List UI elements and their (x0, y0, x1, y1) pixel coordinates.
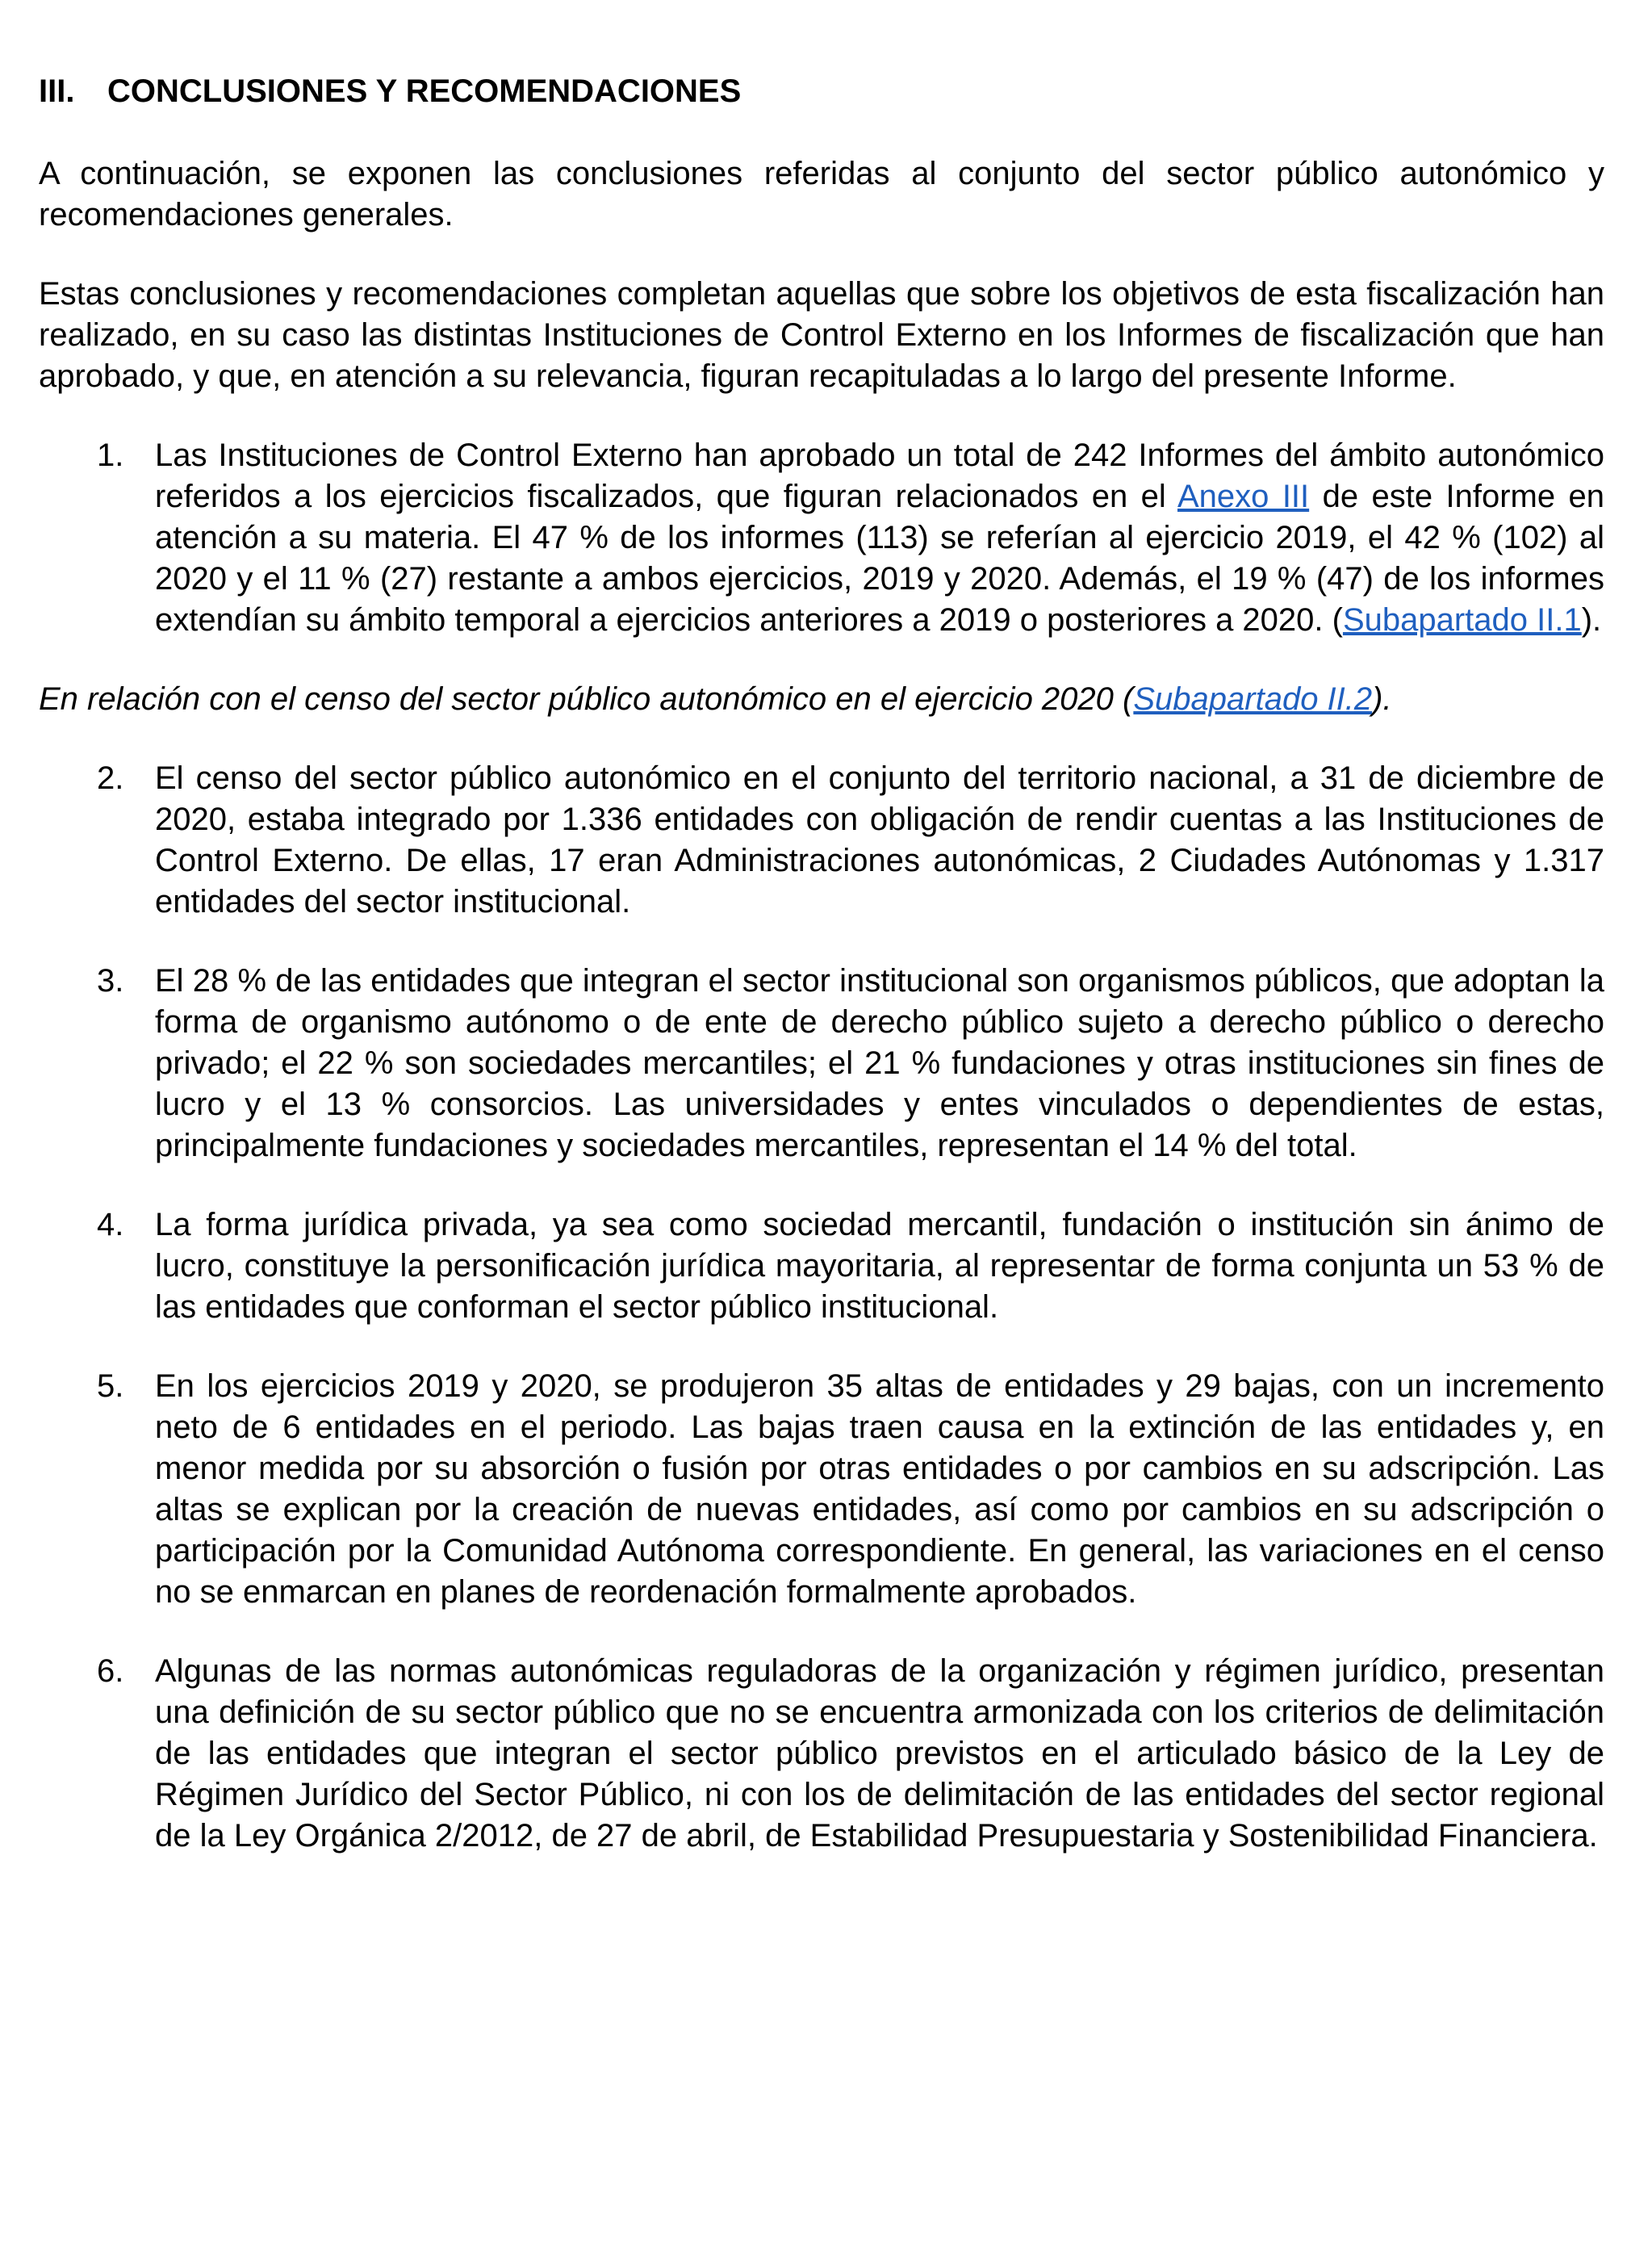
conclusion-item-5 (39, 1366, 1604, 1613)
item-number: 6. (97, 1653, 124, 1689)
item-number: 5. (97, 1368, 124, 1404)
anexo-iii-link[interactable]: Anexo III (1177, 479, 1310, 514)
conclusion-item-6 (39, 1651, 1604, 1857)
section-note-text: ). (1372, 681, 1392, 717)
section-number: III. (39, 73, 75, 109)
item-number: 3. (97, 963, 124, 999)
item-text: La forma jurídica privada, ya sea como sociedad mercantil, fundación o institución sin ánimo de lucro, constituye la personificación jurídica mayoritaria, al representar de forma conjunta un 53 % de las entidades que conforman el sector público institucional. (155, 1207, 1604, 1325)
section-note-text: En relación con el censo del sector público autonómico en el ejercicio 2020 ( (39, 681, 1134, 717)
item-text: El 28 % de las entidades que integran el sector institucional son organismos públicos, que adoptan la forma de organismo autónomo o de ente de derecho público sujeto a derecho público o derecho privado; el 22 % son sociedades mercantiles; el 21 % fundaciones y otras instituciones sin fines de lucro y el 13 % consorcios. Las universidades y entes vinculados o dependientes de estas, principalmente fundaciones y sociedades mercantiles, representan el 14 % del total. (155, 963, 1604, 1163)
subapartado-ii-1-link[interactable]: Subapartado II.1 (1342, 602, 1582, 638)
item-text: En los ejercicios 2019 y 2020, se produjeron 35 altas de entidades y 29 bajas, con un incremento neto de 6 entidades en el periodo. Las bajas traen causa en la extinción de las entidades y, en menor medida por su absorción o fusión por otras entidades o por cambios en su adscripción. Las altas se explican por la creación de nuevas entidades, así como por cambios en su adscripción o participación por la Comunidad Autónoma correspondiente. En general, las variaciones en el censo no se enmarcan en planes de reordenación formalmente aprobados. (155, 1368, 1604, 1610)
item-text: Algunas de las normas autonómicas reguladoras de la organización y régimen jurídico, presentan una definición de su sector público que no se encuentra armonizada con los criterios de delimitación de las entidades que integran el sector público previstos en el articulado básico de la Ley de Régimen Jurídico del Sector Público, ni con los de delimitación de las entidades del sector regional de la Ley Orgánica 2/2012, de 27 de abril, de Estabilidad Presupuestaria y Sostenibilidad Financiera. (155, 1653, 1604, 1854)
item-text: ). (1581, 602, 1602, 638)
intro-paragraph: A continuación, se exponen las conclusiones referidas al conjunto del sector público autonómico y recomendaciones generales. (39, 156, 1604, 232)
conclusion-item-3 (39, 961, 1604, 1167)
section-heading (39, 71, 1604, 112)
item-number: 2. (97, 760, 124, 796)
item-text: Las Instituciones de Control Externo han aprobado un total de 242 Informes del ámbito autonómico referidos a los ejercicios fiscalizados, que figuran relacionados en el (155, 438, 1604, 514)
item-text: de este Informe en atención a su materia. El 47 % de los informes (113) se referían al ejercicio 2019, el 42 % (102) al 2020 y el 11 % (27) restante a ambos ejercicios, 2019 y 2020. Además, el 19 % (47) de los informes extendían su ámbito temporal a ejercicios anteriores a 2019 o posteriores a 2020. ( (155, 479, 1604, 638)
item-number: 1. (97, 438, 124, 473)
conclusion-item-1 (39, 435, 1604, 641)
item-text: El censo del sector público autonómico en el conjunto del territorio nacional, a 31 de diciembre de 2020, estaba integrado por 1.336 entidades con obligación de rendir cuentas a las Instituciones de Control Externo. De ellas, 17 eran Administraciones autonómicas, 2 Ciudades Autónomas y 1.317 entidades del sector institucional. (155, 760, 1604, 919)
section-title: CONCLUSIONES Y RECOMENDACIONES (107, 73, 742, 109)
conclusion-item-2 (39, 758, 1604, 923)
conclusion-item-4 (39, 1204, 1604, 1328)
document-page (39, 71, 1604, 1895)
subapartado-ii-2-link[interactable]: Subapartado II.2 (1133, 681, 1373, 717)
section-note (39, 679, 1604, 720)
item-number: 4. (97, 1207, 124, 1242)
scope-paragraph: Estas conclusiones y recomendaciones completan aquellas que sobre los objetivos de esta fiscalización han realizado, en su caso las distintas Instituciones de Control Externo en los Informes de fiscalización que han aprobado, y que, en atención a su relevancia, figuran recapituladas a lo largo del presente Informe. (39, 276, 1604, 394)
